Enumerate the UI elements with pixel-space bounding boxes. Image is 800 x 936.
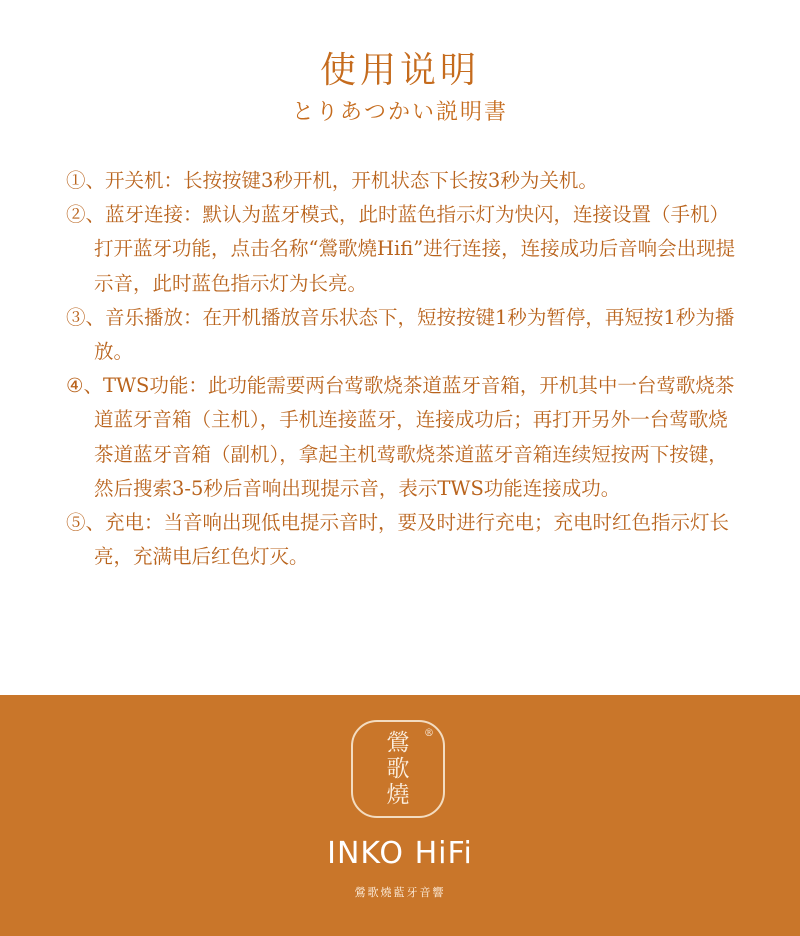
page-subtitle: とりあつかい説明書	[291, 100, 508, 125]
registered-mark: ®	[424, 728, 434, 739]
brand-seal	[351, 720, 445, 818]
seal-char: 歌	[386, 756, 410, 782]
instruction-power: ①、开关机：长按按键3秒开机，开机状态下长按3秒为关机。	[66, 169, 598, 192]
brand-subtitle: 鶯歌燒藍牙音響	[354, 886, 446, 899]
instruction-tws: ④、TWS功能：此功能需要两台莺歌烧茶道蓝牙音箱，开机其中一台莺歌烧茶道蓝牙音箱（主机），手机连接蓝牙，连接成功后；再打开另外一台莺歌烧茶道蓝牙音箱（副机），拿起主机莺歌烧茶道蓝牙音箱连续短按两下按键，然后搜索3-5秒后音响出现提示音，表示TWS功能连接成功。	[66, 374, 735, 500]
instruction-bluetooth: ②、蓝牙连接：默认为蓝牙模式，此时蓝色指示灯为快闪，连接设置（手机）打开蓝牙功能，点击名称“鶯歌燒Hifi”进行连接，连接成功后音响会出现提示音，此时蓝色指示灯为长亮。	[66, 203, 736, 295]
seal-text	[353, 730, 443, 808]
instruction-charging: ⑤、充电：当音响出现低电提示音时，要及时进行充电；充电时红色指示灯长亮，充满电后红色灯灭。	[66, 511, 730, 569]
page-title: 使用说明	[319, 50, 480, 91]
seal-char: 鶯	[386, 730, 410, 756]
seal-char: 燒	[386, 782, 410, 808]
instruction-list	[66, 164, 746, 574]
instruction-music-playback: ③、音乐播放：在开机播放音乐状态下，短按按键1秒为暂停，再短按1秒为播放。	[66, 305, 735, 364]
brand-name: INKO HiFi	[327, 836, 473, 871]
